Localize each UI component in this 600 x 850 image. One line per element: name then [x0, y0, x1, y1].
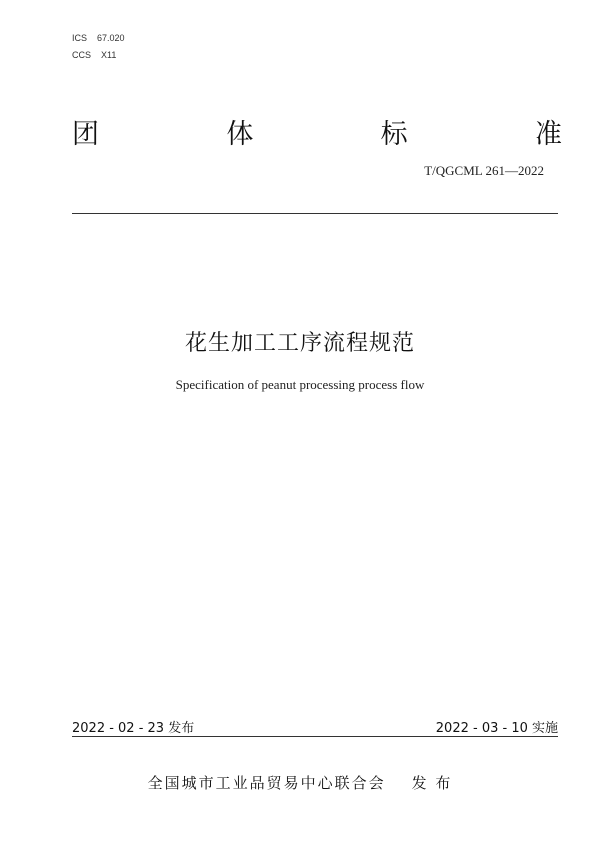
footer-divider [72, 736, 558, 737]
classification-codes [72, 30, 125, 64]
ics-code [72, 30, 125, 47]
heading-char: 团 [72, 119, 99, 150]
publisher-name: 全国城市工业品贸易中心联合会 [147, 774, 386, 792]
title-english: Specification of peanut processing process flow [175, 377, 425, 392]
title-chinese: 花生加工工序流程规范 [184, 331, 415, 356]
ics-value: 67.020 [97, 33, 125, 43]
heading-char: 准 [534, 119, 562, 150]
ccs-value: X11 [101, 50, 117, 60]
standard-number: T/QGCML 261—2022 [424, 163, 544, 178]
header-divider [72, 213, 558, 214]
publisher-line [0, 772, 600, 793]
heading-char: 标 [380, 119, 408, 150]
heading-char: 体 [226, 119, 254, 150]
ccs-label: CCS [72, 50, 92, 60]
ics-label: ICS [72, 33, 88, 43]
publish-action: 发 布 [411, 774, 453, 792]
implementation-date: 2022 - 03 - 10 实施 [435, 721, 558, 736]
issue-date: 2022 - 02 - 23 发布 [72, 721, 195, 736]
ccs-code [72, 47, 125, 64]
document-type-heading [72, 112, 562, 151]
